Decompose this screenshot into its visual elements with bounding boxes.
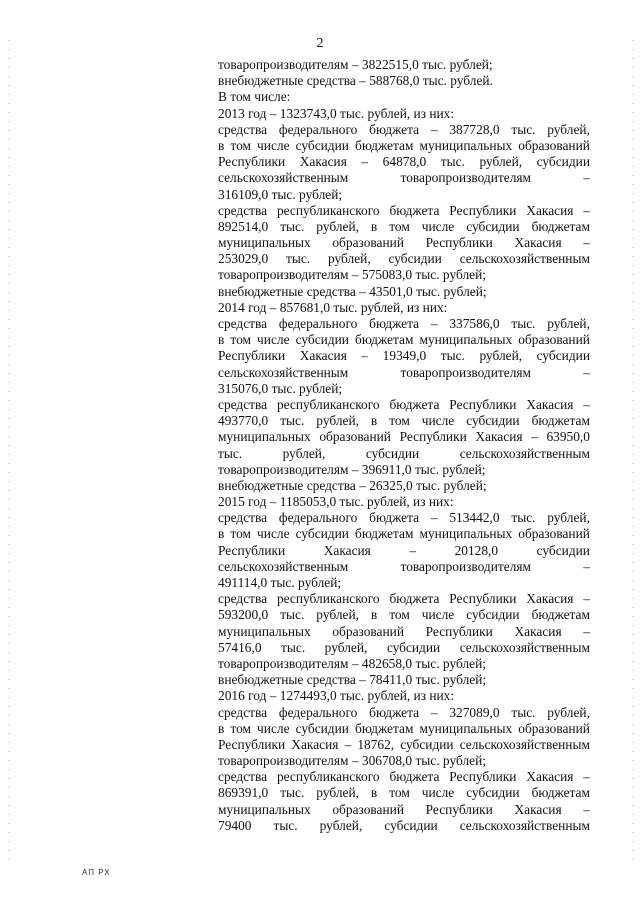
document-body xyxy=(218,57,590,834)
word: – xyxy=(531,429,538,445)
right-margin-scan-marks xyxy=(632,40,634,860)
word: числе xyxy=(421,785,455,801)
text-line xyxy=(218,316,590,332)
text-line xyxy=(218,607,590,623)
word: в xyxy=(370,607,378,623)
word: рублей, xyxy=(316,607,359,623)
word: Республики xyxy=(218,736,286,752)
word: – xyxy=(583,202,590,218)
text-line: товаропроизводителям – 575083,0 тыс. рублей; xyxy=(218,267,486,283)
text-line xyxy=(218,413,590,429)
word: бюджета xyxy=(369,121,420,137)
word: средства xyxy=(218,202,268,218)
word: 892514,0 xyxy=(218,218,269,234)
word: – xyxy=(583,801,590,817)
word: 593200,0 xyxy=(218,607,269,623)
word: сельскохозяйственным xyxy=(459,445,590,461)
word: 19349,0 xyxy=(382,348,427,364)
word: том xyxy=(230,137,251,153)
word: в xyxy=(370,218,378,234)
text-line xyxy=(218,591,590,607)
word: – xyxy=(430,121,438,137)
word: рублей, xyxy=(282,445,326,461)
word: рублей, xyxy=(328,251,371,267)
word: Хакасия xyxy=(299,154,347,170)
word: Хакасия xyxy=(526,202,574,218)
word: тыс. xyxy=(511,704,536,720)
word: сельскохозяйственным xyxy=(459,817,590,833)
text-line xyxy=(218,365,590,381)
word: товаропроизводителям xyxy=(400,170,532,186)
word: тыс. xyxy=(440,348,465,364)
text-line: товаропроизводителям – 3822515,0 тыс. рублей; xyxy=(218,57,493,72)
word: образований xyxy=(518,137,590,153)
word: в xyxy=(218,137,225,153)
word: числе xyxy=(421,607,455,623)
text-line xyxy=(218,543,590,559)
word: тыс. xyxy=(511,510,536,526)
word: 337586,0 xyxy=(449,316,500,331)
word: бюджета xyxy=(369,316,420,331)
text-line xyxy=(218,818,590,834)
word: тыс. xyxy=(511,121,536,137)
word: образований xyxy=(332,801,405,817)
word: образований xyxy=(332,623,405,639)
word: федерального xyxy=(278,316,358,331)
word: бюджетам xyxy=(355,526,414,542)
word: – xyxy=(583,769,590,785)
word: субсидии xyxy=(388,251,442,267)
text-line xyxy=(218,154,590,170)
word: Республики xyxy=(399,429,467,445)
text-line xyxy=(218,219,590,235)
word: Хакасия xyxy=(526,396,574,412)
word: субсидии xyxy=(386,639,441,655)
word: числе xyxy=(257,720,290,736)
word: муниципальных xyxy=(218,429,311,445)
word: бюджета xyxy=(389,591,440,607)
word: в xyxy=(218,526,225,542)
word: числе xyxy=(257,526,290,542)
word: Республики xyxy=(449,769,517,785)
word: рублей, xyxy=(547,704,590,720)
word: рублей, xyxy=(547,510,590,526)
word: Республики xyxy=(449,396,517,412)
footer-mark: АП РХ xyxy=(82,868,111,877)
text-line: В том числе: xyxy=(218,89,291,105)
text-line: 2015 год – 1185053,0 тыс. рублей, из них: xyxy=(218,494,454,510)
word: субсидии xyxy=(536,542,590,558)
text-line xyxy=(218,446,590,462)
word: – xyxy=(430,704,438,720)
word: том xyxy=(230,526,251,542)
word: том xyxy=(389,785,410,801)
word: 387728,0 xyxy=(449,121,500,137)
word: Хакасия xyxy=(526,769,574,785)
word: рублей, xyxy=(316,218,359,234)
word: рублей, xyxy=(316,413,359,429)
word: субсидии xyxy=(400,736,454,752)
word: рублей, xyxy=(479,154,523,170)
word: 869391,0 xyxy=(218,785,269,801)
word: тыс. xyxy=(280,413,305,429)
text-line xyxy=(218,251,590,267)
word: 20128,0 xyxy=(454,542,499,558)
text-line: 316109,0 тыс. рублей; xyxy=(218,186,343,202)
word: том xyxy=(389,413,410,429)
text-line: 2014 год – 857681,0 тыс. рублей, из них: xyxy=(218,299,448,315)
word: бюджетам xyxy=(531,413,590,429)
word: республиканского xyxy=(276,396,380,412)
text-line: 315076,0 тыс. рублей; xyxy=(218,380,343,396)
word: – xyxy=(409,542,417,558)
word: рублей, xyxy=(324,639,368,655)
word: тыс. xyxy=(281,639,306,655)
word: федерального xyxy=(278,510,358,526)
word: 327089,0 xyxy=(449,704,500,720)
word: тыс. xyxy=(440,154,465,170)
word: Республики xyxy=(218,542,286,558)
word: субсидии xyxy=(466,218,520,234)
text-line: 2016 год – 1274493,0 тыс. рублей, из них: xyxy=(218,688,455,704)
word: том xyxy=(389,218,410,234)
word: Республики xyxy=(218,348,286,364)
word: рублей, xyxy=(547,121,590,137)
word: в xyxy=(370,413,378,429)
word: тыс. xyxy=(218,445,243,461)
word: бюджетам xyxy=(355,332,414,348)
word: Республики xyxy=(425,235,493,251)
text-line xyxy=(218,397,590,413)
word: – xyxy=(583,170,590,186)
word: бюджета xyxy=(369,704,420,720)
word: тыс. xyxy=(280,607,305,623)
word: тыс. xyxy=(286,251,311,267)
word: числе xyxy=(257,332,290,348)
word: том xyxy=(230,720,251,736)
word: рублей, xyxy=(547,316,590,331)
word: республиканского xyxy=(276,591,380,607)
word: образований xyxy=(319,429,391,445)
word: образований xyxy=(518,526,590,542)
word: – xyxy=(430,510,438,526)
word: федерального xyxy=(278,121,358,137)
word: Хакасия xyxy=(514,623,562,639)
word: сельскохозяйственным xyxy=(218,558,349,574)
text-line xyxy=(218,785,590,801)
text-line xyxy=(218,122,590,138)
word: Хакасия xyxy=(514,235,562,251)
word: средства xyxy=(218,316,268,331)
word: Хакасия xyxy=(526,591,574,607)
text-line xyxy=(218,332,590,348)
word: муниципальных xyxy=(218,623,311,639)
word: тыс. xyxy=(280,218,305,234)
word: числе xyxy=(257,137,290,153)
word: образований xyxy=(332,235,405,251)
word: бюджетам xyxy=(531,218,590,234)
word: сельскохозяйственным xyxy=(218,364,349,380)
word: 493770,0 xyxy=(218,413,269,429)
word: субсидии xyxy=(295,332,349,348)
word: 253029,0 xyxy=(218,251,269,267)
word: бюджета xyxy=(389,769,440,785)
text-line xyxy=(218,559,590,575)
text-line: внебюджетные средства – 78411,0 тыс. рублей; xyxy=(218,672,487,688)
text-line xyxy=(218,235,590,251)
word: бюджета xyxy=(389,396,440,412)
word: сельскохозяйственным xyxy=(459,639,590,655)
word: том xyxy=(230,332,251,348)
word: Хакасия xyxy=(291,736,339,752)
text-line: внебюджетные средства – 26325,0 тыс. рублей; xyxy=(218,477,487,493)
word: муниципальных xyxy=(218,801,311,817)
word: – xyxy=(583,591,590,607)
text-line xyxy=(218,348,590,364)
text-line: внебюджетные средства – 588768,0 тыс. рублей. xyxy=(218,73,493,89)
word: рублей, xyxy=(316,785,359,801)
word: – xyxy=(583,364,590,380)
text-line xyxy=(218,640,590,656)
text-line xyxy=(218,510,590,526)
text-line xyxy=(218,526,590,542)
word: – xyxy=(583,396,590,412)
word: Хакасия xyxy=(475,429,523,445)
word: республиканского xyxy=(276,769,380,785)
word: субсидии xyxy=(536,348,590,364)
word: бюджетам xyxy=(355,720,414,736)
word: средства xyxy=(218,769,268,785)
word: средства xyxy=(218,121,268,137)
word: – xyxy=(361,348,369,364)
word: 63950,0 xyxy=(546,429,590,445)
word: субсидии xyxy=(466,785,520,801)
page-number: 2 xyxy=(316,36,324,51)
word: 64878,0 xyxy=(382,154,427,170)
word: субсидии xyxy=(466,413,520,429)
word: субсидии xyxy=(365,445,420,461)
word: 18762, xyxy=(357,736,395,752)
text-line: внебюджетные средства – 43501,0 тыс. рублей; xyxy=(218,283,487,299)
word: 513442,0 xyxy=(449,510,500,526)
word: тыс. xyxy=(280,785,305,801)
text-line xyxy=(218,170,590,186)
word: бюджетам xyxy=(531,607,590,623)
word: тыс. xyxy=(511,316,536,331)
word: Республики xyxy=(218,154,286,170)
text-line xyxy=(218,624,590,640)
word: числе xyxy=(421,218,455,234)
word: Республики xyxy=(425,623,493,639)
word: бюджетам xyxy=(531,785,590,801)
word: числе xyxy=(421,413,455,429)
text-line: 491114,0 тыс. рублей; xyxy=(218,575,342,590)
word: муниципальных xyxy=(419,137,513,153)
word: республиканского xyxy=(276,202,380,218)
word: – xyxy=(430,316,438,331)
word: рублей, xyxy=(319,817,363,833)
word: Республики xyxy=(425,801,493,817)
word: – xyxy=(583,558,590,574)
text-line xyxy=(218,721,590,737)
word: средства xyxy=(218,510,268,526)
word: субсидии xyxy=(295,526,349,542)
word: сельскохозяйственным xyxy=(218,170,349,186)
word: муниципальных xyxy=(419,720,513,736)
text-line: 2013 год – 1323743,0 тыс. рублей, из них: xyxy=(218,105,455,121)
word: Хакасия xyxy=(323,542,371,558)
word: федерального xyxy=(278,704,358,720)
text-line xyxy=(218,737,590,753)
word: бюджета xyxy=(389,202,440,218)
word: Республики xyxy=(449,202,517,218)
text-line xyxy=(218,705,590,721)
word: субсидии xyxy=(536,154,590,170)
text-line: товаропроизводителям – 306708,0 тыс. рублей; xyxy=(218,753,486,769)
text-line xyxy=(218,203,590,219)
word: Хакасия xyxy=(299,348,347,364)
word: субсидии xyxy=(466,607,520,623)
word: образований xyxy=(518,332,590,348)
word: 57416,0 xyxy=(218,639,262,655)
word: – xyxy=(344,736,352,752)
left-margin-scan-marks xyxy=(8,40,10,860)
word: – xyxy=(361,154,369,170)
word: средства xyxy=(218,591,268,607)
word: рублей, xyxy=(479,348,523,364)
word: бюджетам xyxy=(355,137,414,153)
word: бюджета xyxy=(369,510,420,526)
word: сельскохозяйственным xyxy=(459,736,590,752)
word: 79400 xyxy=(218,817,252,833)
word: Республики xyxy=(449,591,517,607)
word: средства xyxy=(218,704,268,720)
word: в xyxy=(370,785,378,801)
word: том xyxy=(389,607,410,623)
word: средства xyxy=(218,396,268,412)
word: субсидии xyxy=(295,137,349,153)
word: в xyxy=(218,332,225,348)
word: – xyxy=(583,235,590,251)
word: сельскохозяйственным xyxy=(459,251,590,267)
word: образований xyxy=(518,720,590,736)
word: муниципальных xyxy=(218,235,311,251)
word: муниципальных xyxy=(419,332,513,348)
text-line xyxy=(218,802,590,818)
text-line xyxy=(218,138,590,154)
text-line xyxy=(218,769,590,785)
word: тыс. xyxy=(273,817,298,833)
text-line: товаропроизводителям – 482658,0 тыс. рублей; xyxy=(218,655,486,671)
word: Хакасия xyxy=(514,801,562,817)
text-line: товаропроизводителям – 396911,0 тыс. рублей; xyxy=(218,461,486,477)
word: субсидии xyxy=(295,720,349,736)
word: муниципальных xyxy=(419,526,513,542)
word: субсидии xyxy=(384,817,438,833)
word: в xyxy=(218,720,225,736)
word: товаропроизводителям xyxy=(400,364,532,380)
text-line xyxy=(218,429,590,445)
word: – xyxy=(583,623,590,639)
word: товаропроизводителям xyxy=(400,558,532,574)
